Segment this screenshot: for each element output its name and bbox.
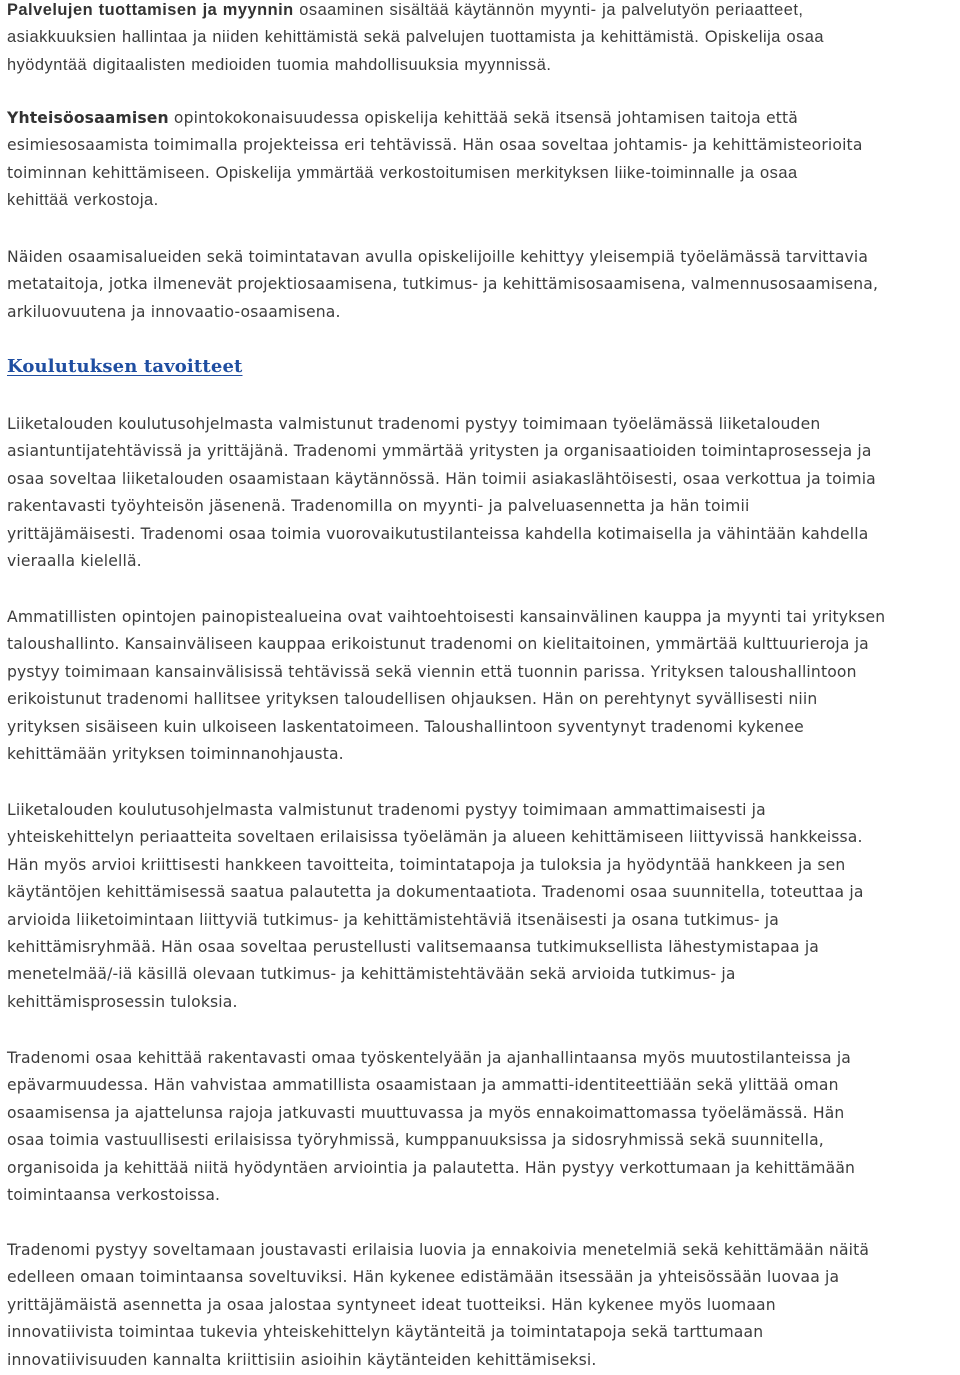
paragraph-specializations: Ammatillisten opintojen painopistealueina ovat vaihtoehtoisesti kansainvälinen kauppa ja myynti tai yrityksen taloushallinto. Kansainväliseen kauppaa erikoistunut tradenomi on kielitaitoinen, ymmärtää kulttuurieroja ja pystyy toimimaan kansainvälisissä tehtävissä sekä viennin että tuonnin parissa. Yrityksen taloushallintoon erikoistunut tradenomi hallitsee yrityksen taloudellisen ohjauksen. Hän on perehtynyt syvällisesti niin yrityksen sisäiseen kuin ulkoiseen laskentatoimeen. Taloushallintoon syventynyt tradenomi kykenee kehittämään yrityksen toiminnanohjausta.: [7, 608, 886, 764]
paragraph-text: osaaminen sisältää käytännön myynti- ja palvelutyön periaatteet, asiakkuuksien hallintaa ja niiden kehittämistä sekä palvelujen tuottamista ja kehittämistä. Opiskelija osaa hyödyntää digitaalisten medioiden tuomia mahdollisuuksia myynnissä.: [7, 1, 825, 74]
paragraph-text: opintokokonaisuudessa opiskelija kehittää sekä itsensä johtamisen taitoja että esimiesosaamista toimimalla projekteissa eri tehtävissä. Hän osaa soveltaa johtamis- ja kehittämisteorioita toiminnan kehittämiseen.: [7, 109, 863, 182]
paragraph-lead-bold: Palvelujen tuottamisen ja myynnin: [7, 1, 294, 19]
paragraph-research-development: Liiketalouden koulutusohjelmasta valmistunut tradenomi pystyy toimimaan ammattimaisesti ja yhteiskehittelyn periaatteita soveltaen erilaisissa työelämän ja alueen kehittämiseen liittyvissä hankkeissa. Hän myös arvioi kriittisesti hankkeen tavoitteita, toimintatapoja ja tuloksia ja hyödyntää hankkeen ja sen käytäntöjen kehittämisessä saatua palautetta ja dokumentaatiota. Tradenomi osaa suunnitella, toteuttaa ja arvioida liiketoimintaan liittyviä tutkimus- ja kehittämistehtäviä itsenäisesti ja osana tutkimus- ja kehittämisryhmää. Hän osaa soveltaa perustellusti valitsemaansa tutkimuksellista lähestymistapaa ja menetelmää/-iä käsillä olevaan tutkimus- ja kehittämistehtävään sekä arvioida tutkimus- ja kehittämisprosessin tuloksia.: [7, 801, 864, 1011]
paragraph-goals: Liiketalouden koulutusohjelmasta valmistunut tradenomi pystyy toimimaan työelämässä liiketalouden asiantuntijatehtävissä ja yrittäjänä. Tradenomi ymmärtää yritysten ja organisaatioiden toimintaprosesseja ja osaa soveltaa liiketalouden osaamistaan käytännössä. Hän toimii asiakaslähtöisesti, osaa verkottua ja toimia rakentavasti työyhteisön jäsenenä. Tradenomilla on myynti- ja palveluasennetta ja hän toimii yrittäjämäisesti. Tradenomi osaa toimia vuorovaikutustilanteissa kahdella kotimaisella ja vähintään kahdella vieraalla kielellä.: [7, 415, 876, 571]
paragraph-innovation: Tradenomi pystyy soveltamaan joustavasti erilaisia luovia ja ennakoivia menetelmiä sekä kehittämään näitä edelleen omaan toimintaansa soveltuviksi. Hän kykenee edistämään itsessään ja yhteisössään luovaa ja yrittäjämäistä asennetta ja osaa jalostaa syntyneet ideat tuotteiksi. Hän kykenee myös luomaan innovatiivista toimintaa tukevia yhteiskehittelyn käytänteitä ja toimintatapoja sekä tarttumaan innovatiivisuuden kannalta kriittisiin asioihin käytänteiden kehittämiseksi.: [7, 1241, 870, 1369]
paragraph-community-skills: [7, 105, 957, 215]
paragraph-text-sans: Opiskelija ymmärtää verkostoitumisen merkityksen liike-toiminnalle ja osaa kehittää verkostoja.: [7, 163, 798, 210]
paragraph-lead-bold: Yhteisöosaamisen: [7, 109, 169, 127]
paragraph-meta-skills: Näiden osaamisalueiden sekä toimintatavan avulla opiskelijoille kehittyy yleisempiä työelämässä tarvittavia metataitoja, jotka ilmenevät projektiosaamisena, tutkimus- ja kehittämisosaamisena, valmennusosaamisena, arkiluovuutena ja innovaatio-osaamisena.: [7, 248, 879, 321]
section-heading-link[interactable]: Koulutuksen tavoitteet: [7, 356, 243, 377]
paragraph-self-development: Tradenomi osaa kehittää rakentavasti omaa työskentelyään ja ajanhallintaansa myös muutostilanteissa ja epävarmuudessa. Hän vahvistaa ammatillista osaamistaan ja ammatti-identiteettiään sekä ylittää oman osaamisensa ja ajattelunsa rajoja jatkuvasti muuttuvassa ja myös ennakoimattomassa työelämässä. Hän osaa toimia vastuullisesti erilaisissa työryhmissä, kumppanuuksissa ja sidosryhmissä sekä suunnitella, organisoida ja kehittää niitä hyödyntäen arviointia ja palautetta. Hän pystyy verkottumaan ja kehittämään toimintaansa verkostoissa.: [7, 1049, 856, 1205]
paragraph-sales-services: [7, 0, 957, 79]
